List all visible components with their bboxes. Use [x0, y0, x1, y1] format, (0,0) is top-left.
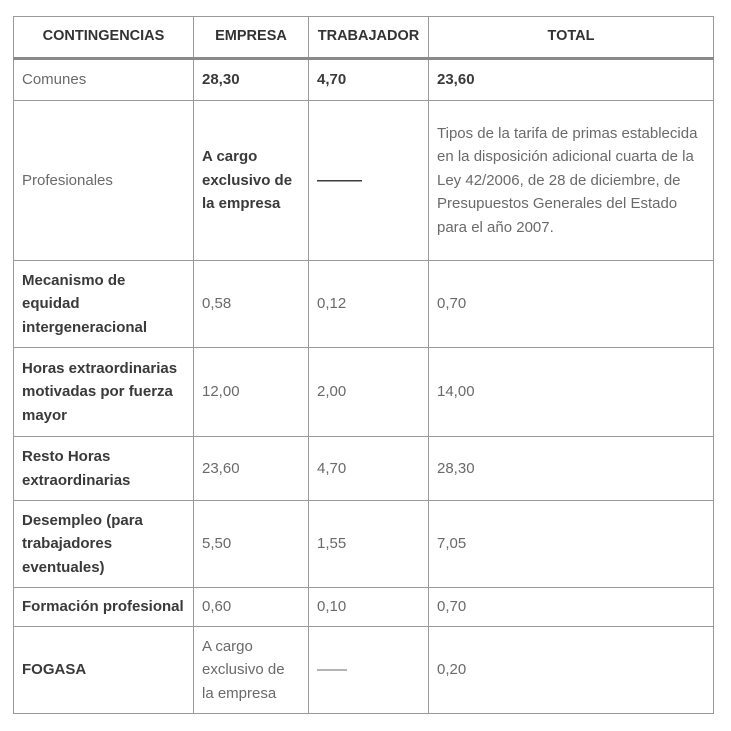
table-row	[14, 101, 714, 261]
table-row	[14, 59, 714, 101]
header-empresa: EMPRESA	[194, 17, 309, 59]
table-row	[14, 348, 714, 437]
table-row	[14, 501, 714, 588]
cell-total: 0,70	[429, 588, 714, 627]
table-row	[14, 627, 714, 714]
cell-trabajador: 4,70	[309, 437, 429, 501]
cell-total: Tipos de la tarifa de primas establecida en la disposición adicional cuarta de la Ley 42/2006, de 28 de diciembre, de Presupuestos Generales del Estado para el año 2007.	[429, 101, 714, 261]
header-total: TOTAL	[429, 17, 714, 59]
cell-empresa: 0,58	[194, 261, 309, 348]
cell-contingencia: Comunes	[14, 59, 194, 101]
header-contingencias: CONTINGENCIAS	[14, 17, 194, 59]
cell-empresa: 23,60	[194, 437, 309, 501]
cell-contingencia: Formación profesional	[14, 588, 194, 627]
cell-total: 7,05	[429, 501, 714, 588]
cell-trabajador: 1,55	[309, 501, 429, 588]
table-row	[14, 261, 714, 348]
cell-contingencia: Profesionales	[14, 101, 194, 261]
cell-contingencia: Mecanismo de equidad intergeneracional	[14, 261, 194, 348]
cell-trabajador: 0,12	[309, 261, 429, 348]
cell-total: 14,00	[429, 348, 714, 437]
cell-contingencia: FOGASA	[14, 627, 194, 714]
header-trabajador: TRABAJADOR	[309, 17, 429, 59]
cell-contingencia: Desempleo (para trabajadores eventuales)	[14, 501, 194, 588]
cell-empresa: A cargo exclusivo de la empresa	[194, 101, 309, 261]
cell-empresa: 0,60	[194, 588, 309, 627]
cell-empresa: 28,30	[194, 59, 309, 101]
cell-empresa: 5,50	[194, 501, 309, 588]
cell-total: 0,70	[429, 261, 714, 348]
cell-total: 0,20	[429, 627, 714, 714]
cell-trabajador: 4,70	[309, 59, 429, 101]
cell-empresa: A cargo exclusivo de la empresa	[194, 627, 309, 714]
cell-trabajador: ———	[309, 101, 429, 261]
contribution-rates-table	[13, 16, 714, 714]
table-header-row	[14, 17, 714, 59]
cell-trabajador: 0,10	[309, 588, 429, 627]
cell-contingencia: Horas extraordinarias motivadas por fuerza mayor	[14, 348, 194, 437]
cell-trabajador: 2,00	[309, 348, 429, 437]
cell-total: 28,30	[429, 437, 714, 501]
cell-empresa: 12,00	[194, 348, 309, 437]
cell-total: 23,60	[429, 59, 714, 101]
cell-trabajador: ——	[309, 627, 429, 714]
cell-contingencia: Resto Horas extraordinarias	[14, 437, 194, 501]
table-row	[14, 437, 714, 501]
table-row	[14, 588, 714, 627]
